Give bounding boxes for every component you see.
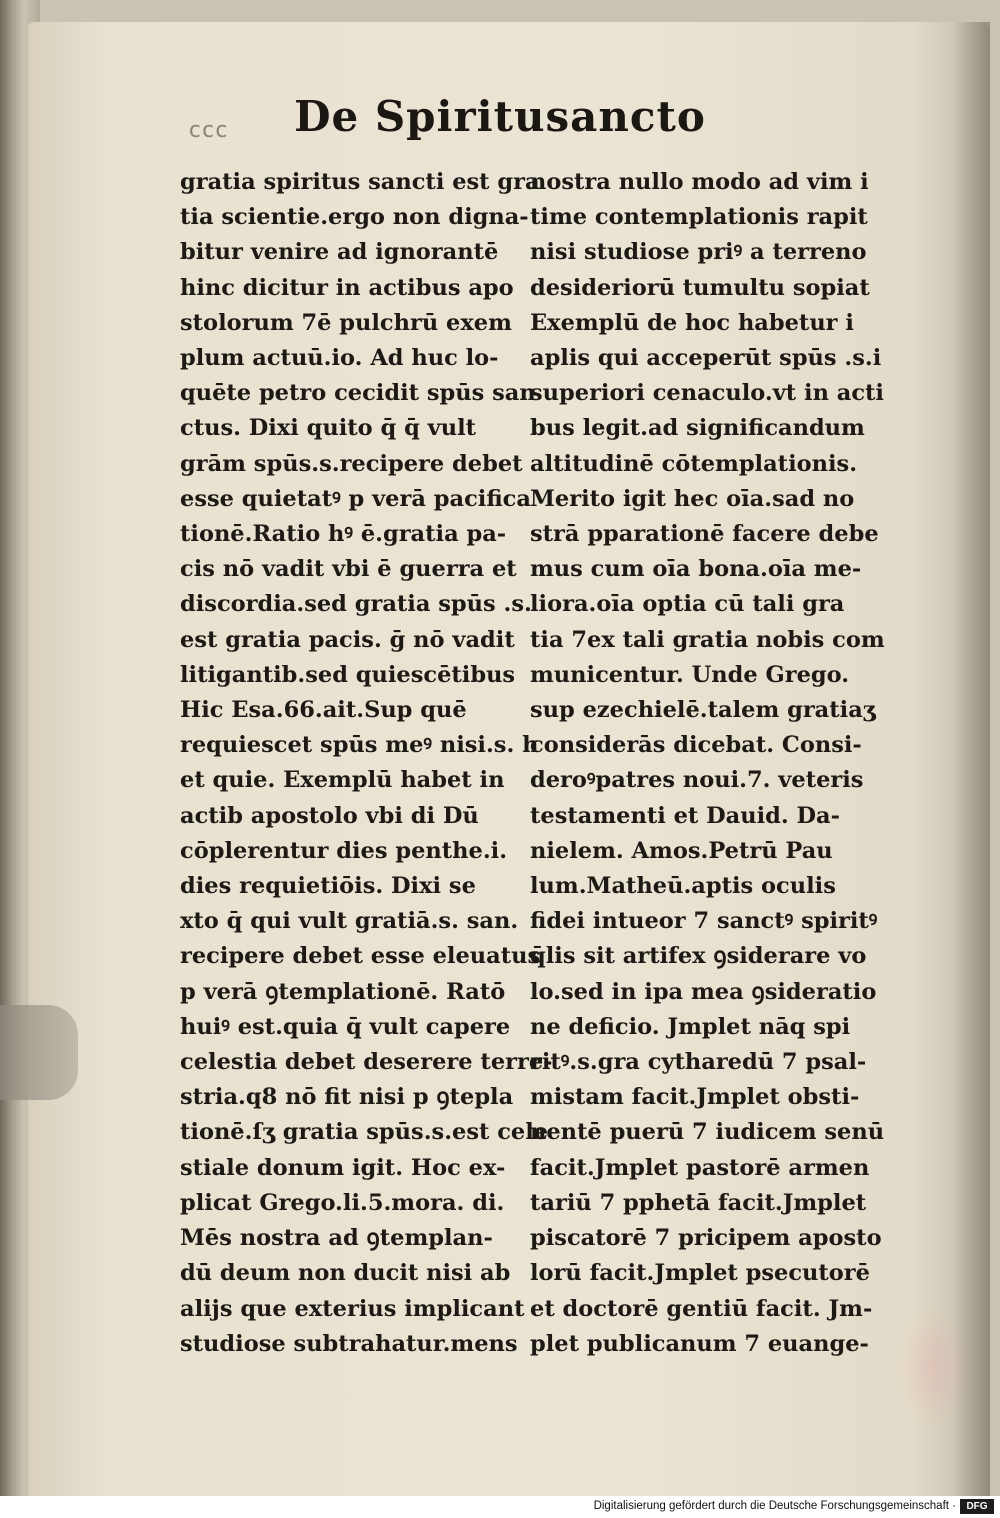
text-line: xto q̄ qui vult gratiā.s. san. [180,908,519,935]
text-line: Merito igit hec oīa.sad no [530,485,855,512]
text-line: gratia spiritus sancti est gra [180,169,540,195]
text-line: ne deficio. Jmplet nāq spi [530,1013,851,1040]
funding-credit: Digitalisierung gefördert durch die Deutsche Forschungsgemeinschaft · [593,1500,956,1512]
text-line: stiale donum igit. Hoc ex- [180,1154,506,1181]
text-line: esse quietatꝰ p verā pacifica [180,485,531,512]
text-line: municentur. Unde Grego. [530,661,850,688]
text-line: aplis qui acceperūt spūs .s.i [530,345,882,372]
text-line: altitudinē cōtemplationis. [530,450,858,477]
text-line: bus legit.ad significandum [530,415,865,442]
text-line: tariū 7 pphetā facit.Jmplet [530,1189,867,1216]
text-line: deroꝰpatres noui.7. veteris [530,767,864,794]
text-line: recipere debet esse eleuatus [180,943,541,970]
text-line: fidei intueor 7 sanctꝰ spiritꝰ [530,908,878,935]
folio-mark: ccc [188,118,228,143]
text-line: huiꝰ est.quia q̄ vult capere [180,1013,511,1040]
text-line: stria.q8 nō fit nisi p ꝯtepla [180,1084,514,1111]
text-line: et doctorē gentiū facit. Jm- [530,1295,873,1322]
text-column-left [180,165,553,1362]
text-column-right [530,165,885,1362]
text-line: piscatorē 7 pricipem aposto [530,1225,882,1252]
text-line: grām spūs.s.recipere debet [180,450,523,477]
text-line: plicat Grego.li.5.mora. di. [180,1189,505,1216]
text-line: considerās dicebat. Consi- [530,732,862,759]
text-line: plet publicanum 7 euange- [530,1330,869,1357]
dfg-logo: DFG [960,1499,994,1514]
text-line: desideriorū tumultu sopiat [530,274,870,301]
text-line: tionē.ſʒ gratia spūs.s.est cele [180,1119,549,1146]
running-head: De Spiritusancto [294,92,706,141]
page-clip [0,1005,78,1100]
text-line: lorū facit.Jmplet psecutorē [530,1260,870,1287]
text-line: p verā ꝯtemplationē. Ratō [180,978,506,1005]
text-line: time contemplationis rapit [530,204,868,231]
text-line: cis nō vadit vbi ē guerra et [180,556,517,583]
text-line: stolorum 7ē pulchrū exem [180,309,512,336]
text-line: dū deum non ducit nisi ab [180,1260,511,1287]
text-line: lo.sed in ipa mea ꝯsideratio [530,978,877,1005]
text-line: est gratia pacis. ḡ nō vadit [180,626,515,653]
text-line: lum.Matheū.aptis oculis [530,873,836,900]
page-gutter-shadow [952,22,990,1496]
text-line: discordia.sed gratia spūs .s. [180,591,532,618]
text-line: mistam facit.Jmplet obsti- [530,1084,860,1111]
text-line: tia scientie.ergo non digna- [180,204,529,231]
text-line: strā pparationē facere debe [530,521,879,548]
text-line: et quie. Exemplū habet in [180,767,505,794]
text-line: nielem. Amos.Petrū Pau [530,837,833,864]
text-line: plum actuū.io. Ad huc lo- [180,345,499,372]
text-line: nostra nullo modo ad vim i [530,169,869,195]
footer-bar [0,1496,1000,1518]
text-line: hinc dicitur in actibus apo [180,274,514,301]
text-line: Mēs nostra ad ꝯtemplan- [180,1225,493,1252]
text-line: tia 7ex tali gratia nobis com [530,626,885,653]
page-stain [898,1307,968,1427]
text-line: mus cum oīa bona.oīa me- [530,556,862,583]
text-line: q̄lis sit artifex ꝯsiderare vo [530,943,867,970]
text-line: alijs que exterius implicant [180,1295,525,1322]
text-line: bitur venire ad ignorantē [180,239,499,266]
text-line: celestia debet deserere terre- [180,1049,553,1076]
text-line: testamenti et Dauid. Da- [530,802,840,829]
text-line: quēte petro cecidit spūs san [180,380,536,407]
text-line: superiori cenaculo.vt in acti [530,380,884,407]
text-line: Hic Esa.66.ait.Sup quē [180,697,467,724]
text-line: actib apostolo vbi di Dū [180,802,479,829]
text-line: ritꝰ.s.gra cytharedū 7 psal- [530,1049,867,1076]
text-line: sup ezechielē.talem gratiaʒ [530,697,876,724]
text-line: ctus. Dixi quito q̄ q̄ vult [180,415,477,442]
text-line: nentē puerū 7 iudicem senū [530,1119,885,1146]
text-line: cōplerentur dies penthe.i. [180,837,508,864]
text-line: litigantib.sed quiescētibus [180,661,516,688]
text-line: studiose subtrahatur.mens [180,1330,518,1357]
text-line: tionē.Ratio hꝰ ē.gratia pa- [180,521,507,548]
text-line: requiescet spūs meꝰ nisi.s. h [180,732,539,759]
text-line: dies requietiōis. Dixi se [180,873,476,900]
text-line: nisi studiose priꝰ a terreno [530,239,867,266]
text-line: Exemplū de hoc habetur i [530,309,854,336]
text-line: liora.oīa optia cū tali gra [530,591,845,618]
text-line: facit.Jmplet pastorē armen [530,1154,870,1181]
